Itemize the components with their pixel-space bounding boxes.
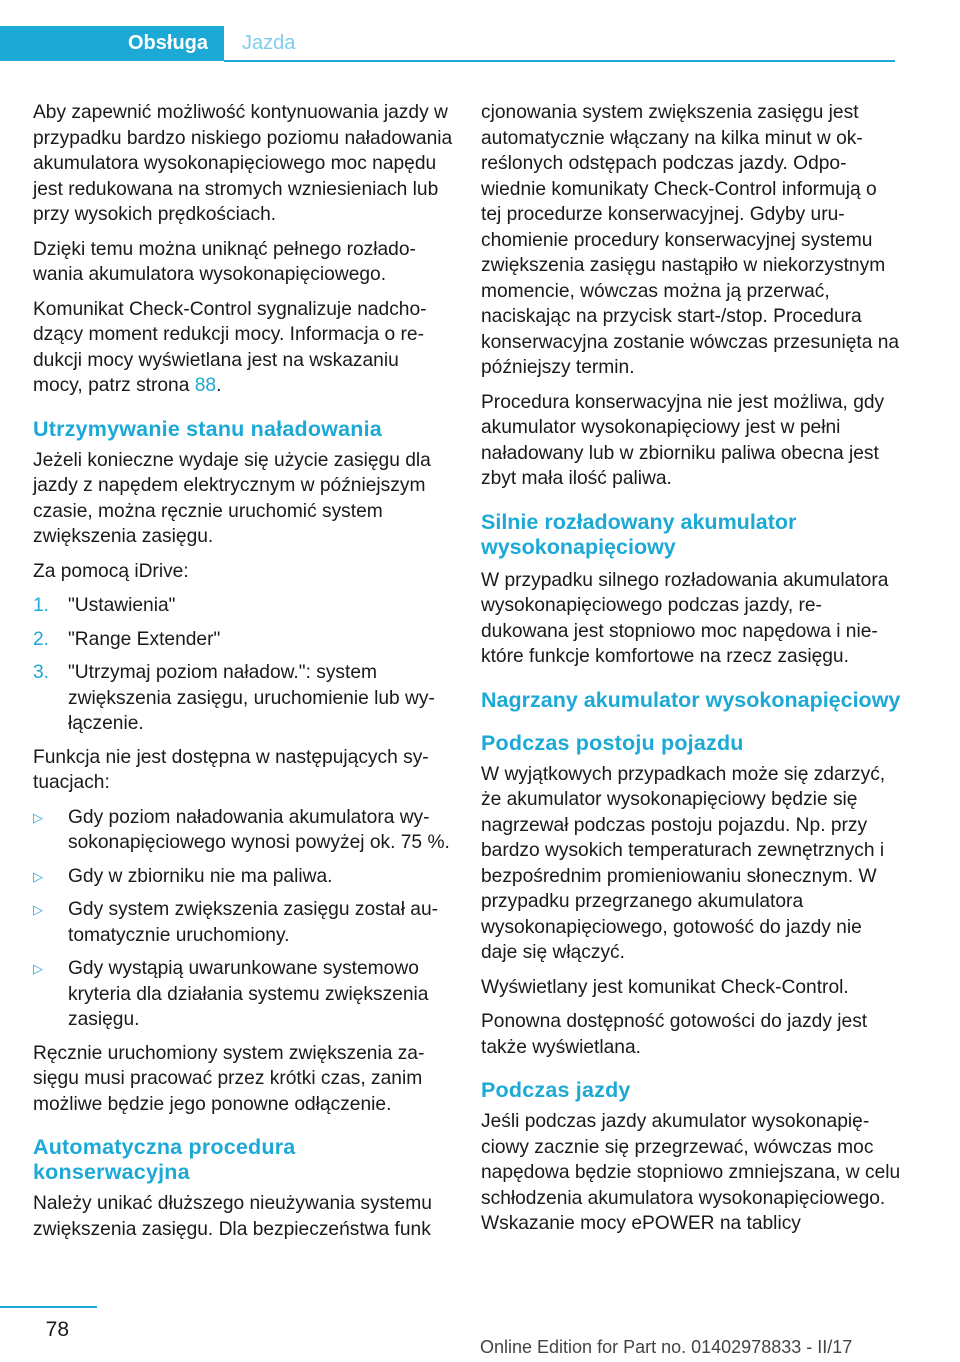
step-text: "Range Extender" xyxy=(68,628,221,650)
bullet-text: Gdy poziom naładowania akumulatora wysokonapięciowego wynosi powyżej ok. 75 %. xyxy=(68,806,450,853)
step-text: "Utrzymaj poziom naładow.": system zwiększenia zasięgu, uruchomienie lub wyłączenie. xyxy=(68,662,435,734)
paragraph: Wyświetlany jest komunikat Check-Control. xyxy=(481,976,849,998)
page-number: 78 xyxy=(45,1318,69,1341)
left-column xyxy=(33,100,453,1251)
paragraph-text: Komunikat Check-Control sygnalizuje nadchodzący moment redukcji mocy. Informacja o redukcji mocy wyświetlana jest na wskazaniu mocy, patrz strona xyxy=(33,298,427,396)
list-item xyxy=(33,864,453,890)
paragraph: W przypadku silnego rozładowania akumulatora wysokonapięciowego podczas jazdy, redukowana jest stopniowo moc napędowa i niektóre funkcje komfortowe na rzecz zasięgu. xyxy=(481,569,889,667)
header-divider xyxy=(224,60,895,62)
list-item xyxy=(33,956,453,1033)
heading-heated-battery: Nagrzany akumulator wysokonapięciowy xyxy=(481,687,901,712)
page-header xyxy=(0,26,895,61)
step-text: "Ustawienia" xyxy=(68,595,176,616)
paragraph: Dzięki temu można uniknąć pełnego rozładowania akumulatora wysokonapięciowego. xyxy=(33,238,416,285)
paragraph: Za pomocą iDrive: xyxy=(33,560,189,582)
paragraph xyxy=(33,297,453,399)
page-88-link[interactable]: 88 xyxy=(194,375,217,396)
list-item xyxy=(33,897,453,948)
step-number: 1. xyxy=(33,595,50,616)
edition-footer: Online Edition for Part no. 01402978833 - II/17 xyxy=(480,1337,853,1357)
idrive-steps xyxy=(33,593,453,737)
list-item xyxy=(33,660,453,737)
paragraph: Aby zapewnić możliwość kontynuowania jazdy w przypadku bardzo niskiego poziomu naładowania akumulatora wysokonapięciowego moc napędu jest redukowana na stromych wzniesieniach lub przy wysokich prędkościach. xyxy=(33,102,453,225)
tab-obsluga[interactable]: Obsługa xyxy=(0,26,224,61)
tab-jazda[interactable]: Jazda xyxy=(242,32,296,54)
paragraph: Funkcja nie jest dostępna w następujących sytuacjach: xyxy=(33,746,429,793)
bullet-triangle-icon: ▷ xyxy=(33,902,43,917)
paragraph: Jeżeli konieczne wydaje się użycie zasięgu dla jazdy z napędem elektrycznym w późniejszym czasie, można ręcznie uruchomić system zwiększenia zasięgu. xyxy=(33,449,431,547)
step-number: 3. xyxy=(33,662,50,683)
paragraph: Ponowna dostępność gotowości do jazdy jest także wyświetlana. xyxy=(481,1011,868,1058)
paragraph: Procedura konserwacyjna nie jest możliwa, gdy akumulator wysokonapięciowy jest w pełni naładowany lub w zbiorniku paliwa obecna jest zbyt mała ilość paliwa. xyxy=(481,391,885,489)
bullet-text: Gdy wystąpią uwarunkowane systemowo kryteria dla działania systemu zwiększenia zasięgu. xyxy=(68,958,429,1030)
paragraph-text: . xyxy=(216,375,222,396)
list-item xyxy=(33,627,453,653)
footer-divider xyxy=(0,1306,97,1308)
heading-maintain-charge: Utrzymywanie stanu naładowania xyxy=(33,416,382,441)
heading-when-parked: Podczas postoju pojazdu xyxy=(481,730,744,755)
step-number: 2. xyxy=(33,628,50,650)
bullet-triangle-icon: ▷ xyxy=(33,961,43,976)
heading-while-driving: Podczas jazdy xyxy=(481,1078,631,1102)
list-item xyxy=(33,805,453,856)
paragraph: cjonowania system zwiększenia zasięgu jest automatycznie włączany na kilka minut w określonych odstępach podczas jazdy. Odpowiednie komunikaty Check-Control informują o tej procedurze konserwacyjnej. Gdyby uruchomienie procedury konserwacyjnej systemu zwiększenia zasięgu nastąpiło w niekorzystnym momencie, wówczas można ją przerwać, naciskając na przycisk start-/stop. Procedura konserwacyjna zostanie wówczas przesunięta na późniejszy termin. xyxy=(481,102,900,378)
bullet-triangle-icon: ▷ xyxy=(33,868,43,884)
list-item xyxy=(33,593,453,619)
unavailable-conditions xyxy=(33,805,453,1033)
heading-discharged-battery: Silnie rozładowany akumulator wysokonapięciowy xyxy=(481,509,797,559)
bullet-text: Gdy system zwiększenia zasięgu został automatycznie uruchomiony. xyxy=(68,899,439,946)
bullet-text: Gdy w zbiorniku nie ma paliwa. xyxy=(68,865,333,887)
paragraph: W wyjątkowych przypadkach może się zdarzyć, że akumulator wysokonapięciowy będzie się nagrzewał podczas postoju pojazdu. Np. przy bardzo wysokich temperaturach zewnętrznych i bezpośrednim promieniowaniu słonecznym. W przypadku przegrzanego akumulatora wysokonapięciowego, gotowość do jazdy nie daje się włączyć. xyxy=(481,763,886,963)
paragraph: Jeśli podczas jazdy akumulator wysokonapięciowy zacznie się przegrzewać, wówczas moc napędowa będzie stopniowo zmniejszana, w celu schłodzenia akumulatora wysokonapięciowego. Wskazanie mocy ePOWER na tablicy xyxy=(481,1111,901,1234)
heading-auto-maintenance: Automatyczna procedura konserwacyjna xyxy=(33,1135,296,1184)
right-column xyxy=(481,100,901,1246)
bullet-triangle-icon: ▷ xyxy=(33,809,43,825)
paragraph: Ręcznie uruchomiony system zwiększenia zasięgu musi pracować przez krótki czas, zanim możliwe będzie jego ponowne odłączenie. xyxy=(33,1042,425,1115)
paragraph: Należy unikać dłuższego nieużywania systemu zwiększenia zasięgu. Dla bezpieczeństwa funk xyxy=(33,1193,432,1240)
